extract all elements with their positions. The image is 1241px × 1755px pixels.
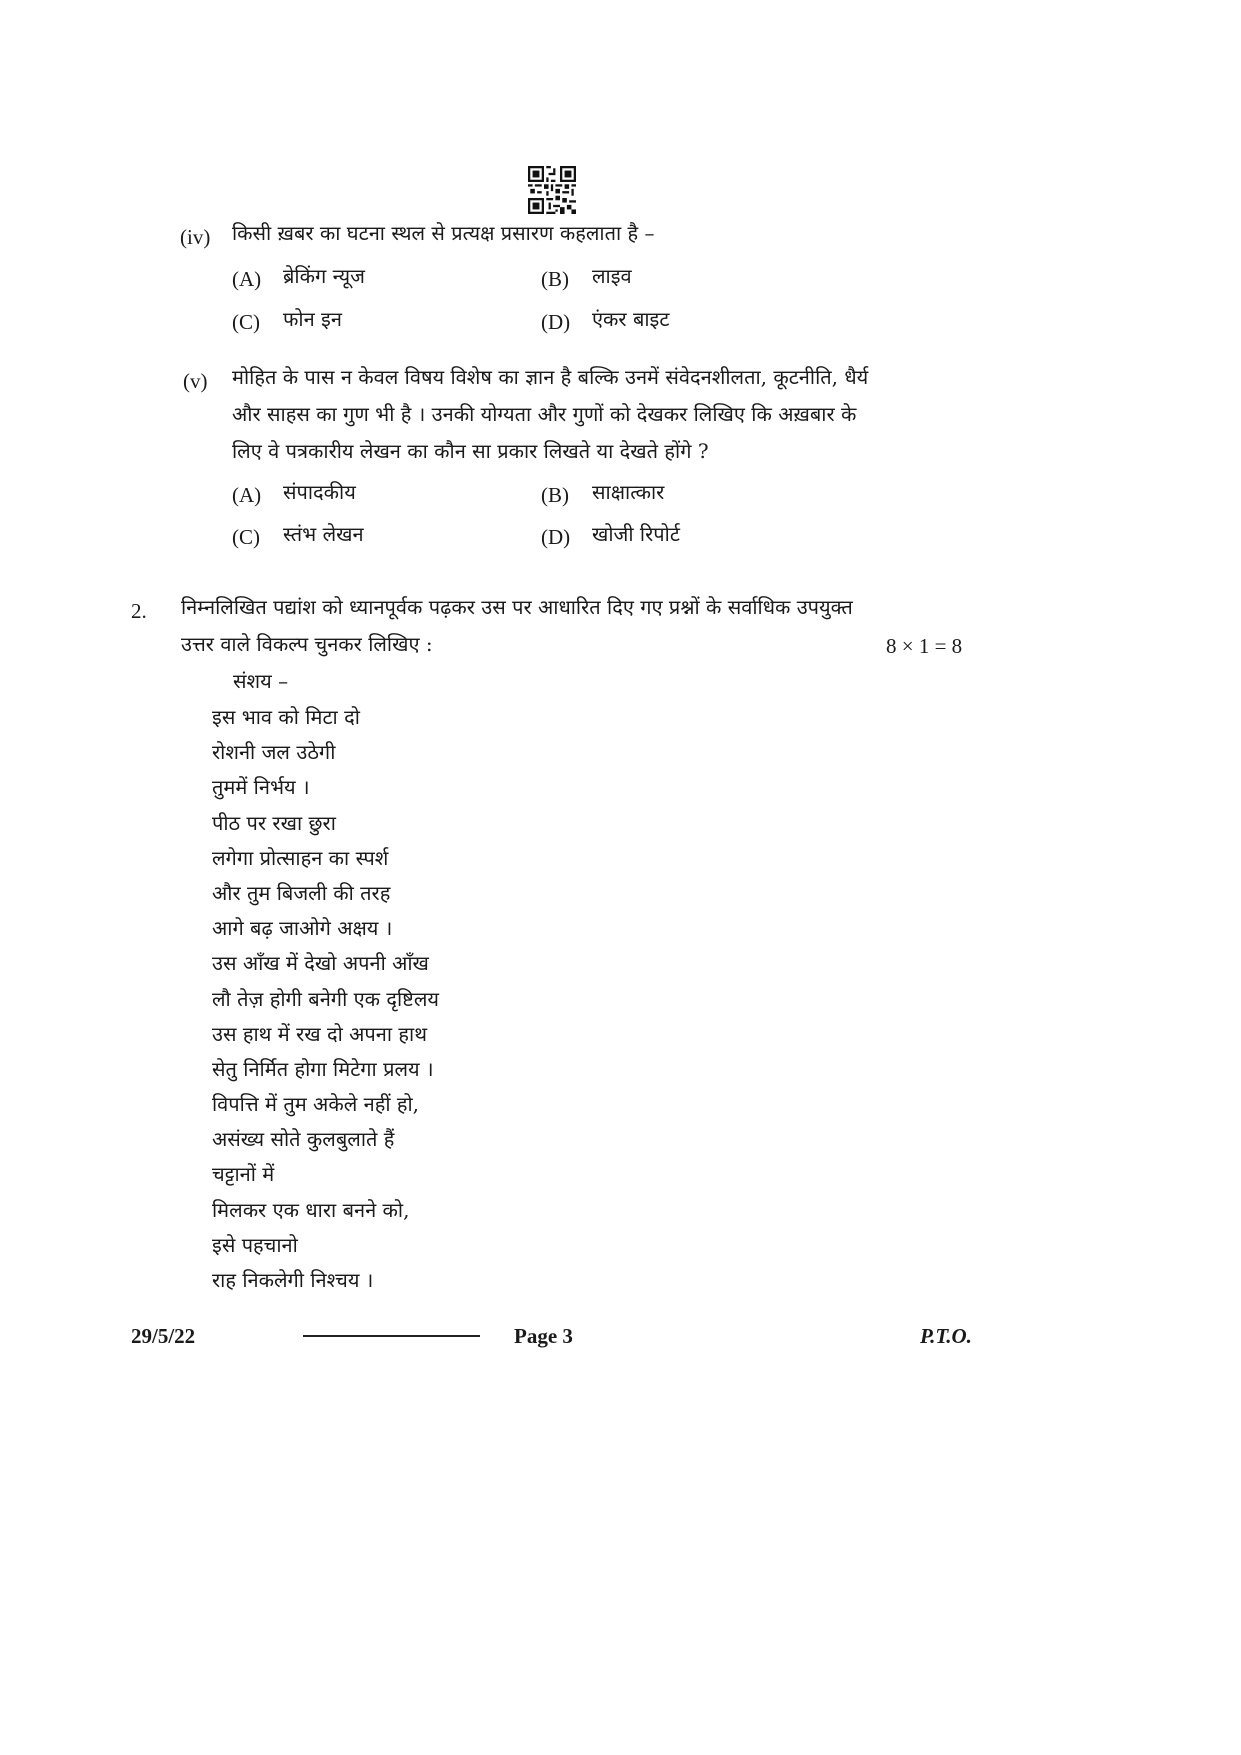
poem-line: विपत्ति में तुम अकेले नहीं हो, (212, 1092, 420, 1117)
poem-line: राह निकलेगी निश्चय । (212, 1268, 374, 1292)
qr-code (528, 166, 576, 214)
poem-line: रोशनी जल उठेगी (212, 740, 336, 765)
question-number: (iv) (180, 225, 211, 249)
poem-line: तुममें निर्भय । (212, 775, 310, 800)
poem-line: चट्टानों में (212, 1162, 275, 1187)
poem-line: उस आँख में देखो अपनी आँख (212, 951, 429, 976)
poem-line: इस भाव को मिटा दो (212, 705, 360, 729)
option-text: स्तंभ लेखन (283, 522, 364, 546)
paper-code: 29/5/22 (131, 1324, 196, 1348)
option-label: (C) (232, 525, 260, 549)
question-text-line: लिए वे पत्रकारीय लेखन का कौन सा प्रकार लिखते या देखते होंगे ? (232, 439, 709, 463)
question-text: किसी ख़बर का घटना स्थल से प्रत्यक्ष प्रसारण कहलाता है – (232, 221, 655, 245)
option-label: (B) (541, 267, 569, 291)
poem-line: असंख्य सोते कुलबुलाते हैं (212, 1127, 395, 1152)
option-label: (D) (541, 525, 571, 549)
poem-line: मिलकर एक धारा बनने को, (212, 1197, 410, 1222)
poem-line: पीठ पर रखा छुरा (212, 810, 336, 835)
option-label: (A) (232, 267, 262, 291)
option-label: (A) (232, 483, 262, 507)
poem-line: लौ तेज़ होगी बनेगी एक दृष्टिलय (212, 986, 440, 1011)
poem-line: आगे बढ़ जाओगे अक्षय । (212, 916, 393, 941)
poem-title: संशय – (233, 669, 289, 693)
option-text: ब्रेकिंग न्यूज (283, 264, 365, 288)
poem-line: इसे पहचानो (212, 1232, 298, 1257)
question-number: 2. (131, 599, 147, 623)
option-text: साक्षात्कार (592, 480, 665, 504)
page-number: Page 3 (514, 1324, 573, 1348)
option-text: संपादकीय (283, 480, 356, 504)
question-text-line: और साहस का गुण भी है । उनकी योग्यता और गुणों को देखकर लिखिए कि अख़बार के (232, 402, 857, 426)
option-text: लाइव (592, 264, 632, 288)
poem-line: और तुम बिजली की तरह (212, 880, 391, 905)
footer-divider (303, 1335, 480, 1337)
question-text-line: उत्तर वाले विकल्प चुनकर लिखिए : (181, 632, 433, 656)
poem-line: लगेगा प्रोत्साहन का स्पर्श (212, 845, 389, 870)
pto-label: P.T.O. (920, 1324, 972, 1348)
question-text-line: निम्नलिखित पद्यांश को ध्यानपूर्वक पढ़कर उस पर आधारित दिए गए प्रश्नों के सर्वाधिक उपयुक्त (181, 595, 853, 619)
option-label: (B) (541, 483, 569, 507)
option-label: (C) (232, 310, 260, 334)
poem-line: उस हाथ में रख दो अपना हाथ (212, 1021, 428, 1046)
poem-line: सेतु निर्मित होगा मिटेगा प्रलय । (212, 1056, 434, 1081)
question-text-line: मोहित के पास न केवल विषय विशेष का ज्ञान है बल्कि उनमें संवेदनशीलता, कूटनीति, धैर्य (232, 365, 869, 389)
option-text: खोजी रिपोर्ट (592, 522, 680, 546)
poem (212, 702, 439, 1300)
option-text: फोन इन (283, 307, 342, 331)
option-text: एंकर बाइट (592, 307, 670, 331)
marks-label: 8 × 1 = 8 (886, 634, 963, 658)
option-label: (D) (541, 310, 571, 334)
question-number: (v) (183, 369, 208, 393)
